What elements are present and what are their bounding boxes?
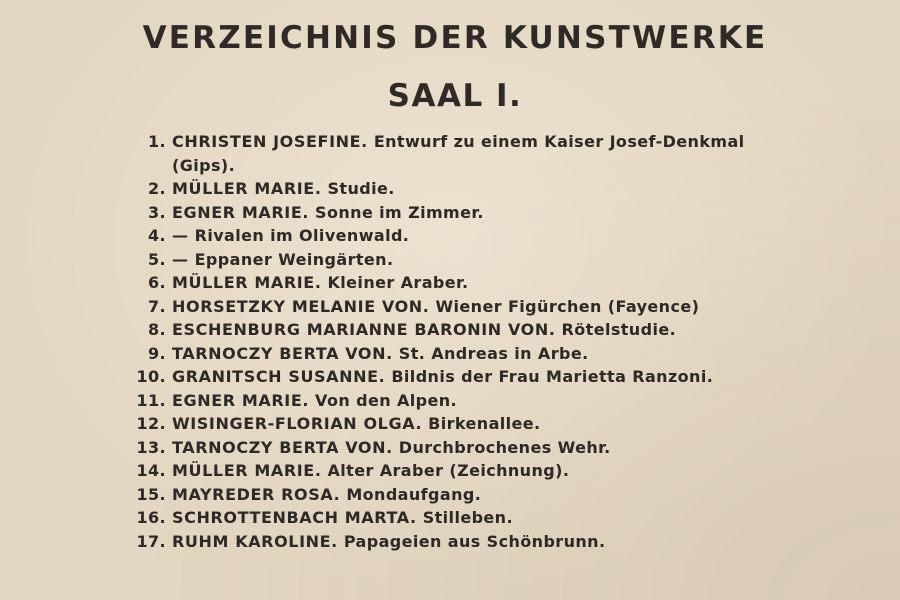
artist-name: CHRISTEN JOSEFINE.: [172, 132, 368, 151]
entry-text: [172, 130, 790, 177]
list-item: [130, 271, 790, 295]
artist-name: TARNOCZY BERTA VON.: [172, 437, 393, 457]
entry-text: [172, 248, 790, 272]
entry-number: 11.: [136, 390, 166, 410]
artist-name: GRANITSCH SUSANNE.: [172, 367, 386, 386]
work-title: Papageien aus Schönbrunn.: [343, 531, 606, 551]
artist-name: WISINGER-FLORIAN OLGA.: [172, 414, 423, 433]
work-title: St. Andreas in Arbe.: [398, 343, 589, 363]
artist-name: EGNER MARIE.: [172, 202, 310, 222]
entry-number: 17.: [136, 531, 166, 551]
list-item: [130, 365, 790, 389]
list-item: [130, 483, 790, 507]
entry-number: 6.: [147, 273, 166, 292]
entry-number: 9.: [147, 343, 166, 363]
artist-name: TARNOCZY BERTA VON.: [172, 343, 393, 363]
entry-number: 14.: [136, 461, 166, 480]
artist-name: —: [172, 226, 189, 245]
work-title: Von den Alpen.: [315, 390, 458, 410]
work-title: Alter Araber (Zeichnung).: [327, 461, 570, 480]
entry-text: [172, 365, 790, 389]
artist-name: MÜLLER MARIE.: [172, 179, 322, 198]
entry-number: 16.: [136, 508, 166, 527]
work-title: Sonne im Zimmer.: [315, 202, 484, 222]
artist-name: SCHROTTENBACH MARTA.: [172, 508, 417, 527]
entry-text: [172, 177, 790, 201]
entry-text: [172, 530, 790, 554]
list-item: [130, 459, 790, 483]
list-item: [130, 436, 790, 460]
entry-text: [172, 412, 790, 436]
artist-name: HORSETZKY MELANIE VON.: [172, 296, 430, 316]
entry-text: [172, 459, 790, 483]
list-item: [130, 389, 790, 413]
entry-text: [172, 295, 790, 319]
work-title: Eppaner Weingärten.: [194, 249, 394, 269]
work-title: Kleiner Araber.: [327, 273, 469, 292]
work-title: Rivalen im Olivenwald.: [194, 226, 410, 245]
entry-number: 8.: [147, 320, 166, 339]
list-item: [130, 412, 790, 436]
entry-text: [172, 483, 790, 507]
work-title: Stilleben.: [422, 508, 513, 527]
entry-text: [172, 506, 790, 530]
entry-text: [172, 224, 790, 248]
section-heading: SAAL I.: [387, 78, 523, 114]
entry-number: 7.: [147, 296, 166, 316]
entry-number: 2.: [147, 179, 166, 198]
work-title: Bildnis der Frau Marietta Ranzoni.: [391, 367, 714, 386]
work-title: Mondaufgang.: [346, 484, 482, 504]
entry-text: [172, 342, 790, 366]
entry-number: 10.: [136, 367, 166, 386]
list-item: [130, 530, 790, 554]
artist-name: MÜLLER MARIE.: [172, 461, 322, 480]
entry-number: 4.: [147, 226, 166, 245]
list-item: [130, 342, 790, 366]
list-item: [130, 177, 790, 201]
artist-name: —: [172, 249, 189, 269]
list-item: [130, 506, 790, 530]
entry-number: 3.: [147, 202, 166, 222]
entry-number: 5.: [147, 249, 166, 269]
entry-number: 1.: [147, 132, 166, 151]
entry-text: [172, 436, 790, 460]
artist-name: ESCHENBURG MARIANNE BARONIN VON.: [172, 320, 556, 339]
entry-text: [172, 318, 790, 342]
work-title: Studie.: [327, 179, 395, 198]
work-title: Rötelstudie.: [561, 320, 677, 339]
list-item: [130, 318, 790, 342]
list-item: [130, 224, 790, 248]
list-item: [130, 248, 790, 272]
document-title: VERZEICHNIS DER KUNSTWERKE: [142, 20, 768, 56]
list-item: [130, 201, 790, 225]
entry-number: 13.: [136, 437, 166, 457]
work-title: Entwurf zu einem Kaiser Josef-Denkmal (Gips).: [172, 132, 745, 175]
entry-number: 12.: [136, 414, 166, 433]
artwork-list: [130, 130, 790, 553]
list-item: [130, 295, 790, 319]
entry-text: [172, 201, 790, 225]
artist-name: MÜLLER MARIE.: [172, 273, 322, 292]
entry-number: 15.: [136, 484, 166, 504]
artist-name: MAYREDER ROSA.: [172, 484, 341, 504]
artist-name: EGNER MARIE.: [172, 390, 310, 410]
artist-name: RUHM KAROLINE.: [172, 531, 338, 551]
entry-text: [172, 271, 790, 295]
work-title: Durchbrochenes Wehr.: [398, 437, 611, 457]
work-title: Birkenallee.: [428, 414, 541, 433]
list-item: [130, 130, 790, 177]
work-title: Wiener Figürchen (Fayence): [435, 296, 700, 316]
entry-text: [172, 389, 790, 413]
